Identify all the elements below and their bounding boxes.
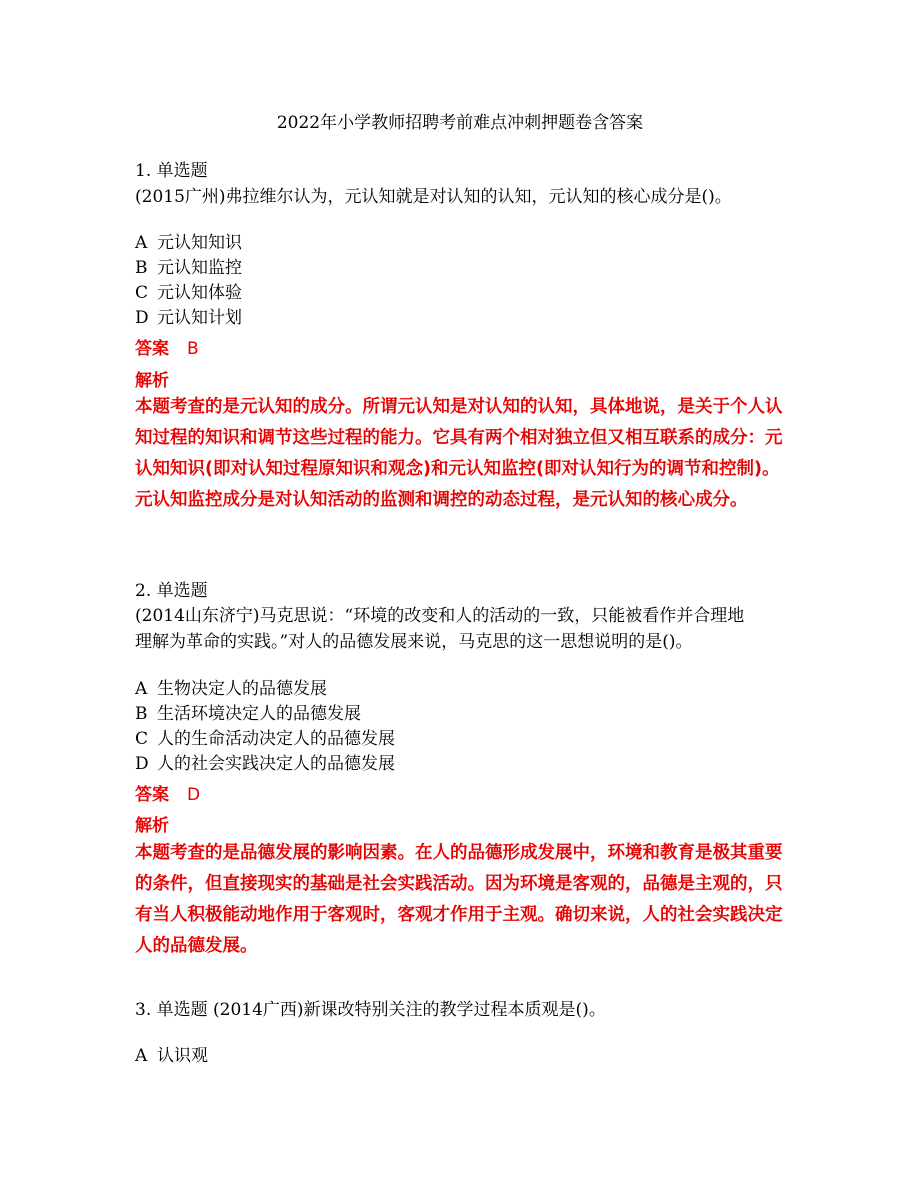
answer-label: 答案	[135, 339, 169, 359]
answer-label: 答案	[135, 785, 169, 805]
option-letter: A	[135, 679, 148, 699]
answer-value: D	[187, 785, 201, 805]
option-text: 元认知知识	[157, 233, 242, 253]
option-text: 人的社会实践决定人的品德发展	[157, 754, 395, 774]
option-letter: D	[135, 308, 149, 328]
question-2-header: 2. 单选题	[135, 581, 208, 601]
question-1-option-b	[135, 253, 242, 278]
option-letter: B	[135, 258, 148, 278]
question-1-stem: (2015广州)弗拉维尔认为，元认知就是对认知的认知，元认知的核心成分是()。	[135, 187, 732, 207]
option-text: 元认知监控	[157, 258, 242, 278]
option-text: 元认知计划	[157, 308, 242, 328]
question-1-option-a	[135, 228, 242, 253]
question-1-answer	[135, 334, 199, 359]
question-1-option-c	[135, 278, 242, 303]
question-2-analysis-label: 解析	[135, 816, 169, 836]
question-2-stem-line-2: 理解为革命的实践。”对人的品德发展来说，马克思的这一思想说明的是()。	[135, 632, 693, 652]
question-2-analysis: 本题考查的是品德发展的影响因素。在人的品德形成发展中，环境和教育是极其重要的条件，但直接现实的基础是社会实践活动。因为环境是客观的，品德是主观的，只有当人积极能动地作用于客观时，客观才作用于主观。确切来说，人的社会实践决定人的品德发展。	[135, 843, 783, 956]
option-text: 元认知体验	[157, 283, 242, 303]
page-title: 2022年小学教师招聘考前难点冲刺押题卷含答案	[276, 113, 644, 133]
question-3-option-a	[135, 1041, 208, 1066]
question-2-option-d	[135, 749, 395, 774]
option-letter: C	[135, 729, 149, 749]
option-text: 认识观	[157, 1046, 208, 1066]
question-1-analysis-label: 解析	[135, 371, 169, 391]
option-text: 生活环境决定人的品德发展	[157, 704, 361, 724]
question-1-analysis: 本题考查的是元认知的成分。所谓元认知是对认知的认知，具体地说，是关于个人认知过程的知识和调节这些过程的能力。它具有两个相对独立但又相互联系的成分：元认知知识(即对认知过程原知识和观念)和元认知监控(即对认知行为的调节和控制)。元认知监控成分是对认知活动的监测和调控的动态过程，是元认知的核心成分。	[135, 397, 783, 510]
question-2-option-a	[135, 674, 327, 699]
option-letter: A	[135, 1046, 148, 1066]
question-3-header: 3. 单选题 (2014广西)新课改特别关注的教学过程本质观是()。	[135, 1000, 606, 1020]
option-letter: D	[135, 754, 149, 774]
option-text: 生物决定人的品德发展	[157, 679, 327, 699]
answer-value: B	[187, 339, 199, 359]
option-letter: B	[135, 704, 148, 724]
option-letter: C	[135, 283, 149, 303]
question-1-header: 1. 单选题	[135, 161, 208, 181]
option-letter: A	[135, 233, 148, 253]
question-2-option-b	[135, 699, 361, 724]
question-2-answer	[135, 780, 200, 805]
question-1-option-d	[135, 303, 242, 328]
question-2-stem-line-1: (2014山东济宁)马克思说：“环境的改变和人的活动的一致，只能被看作并合理地	[135, 606, 745, 626]
option-text: 人的生命活动决定人的品德发展	[157, 729, 395, 749]
question-2-option-c	[135, 724, 395, 749]
